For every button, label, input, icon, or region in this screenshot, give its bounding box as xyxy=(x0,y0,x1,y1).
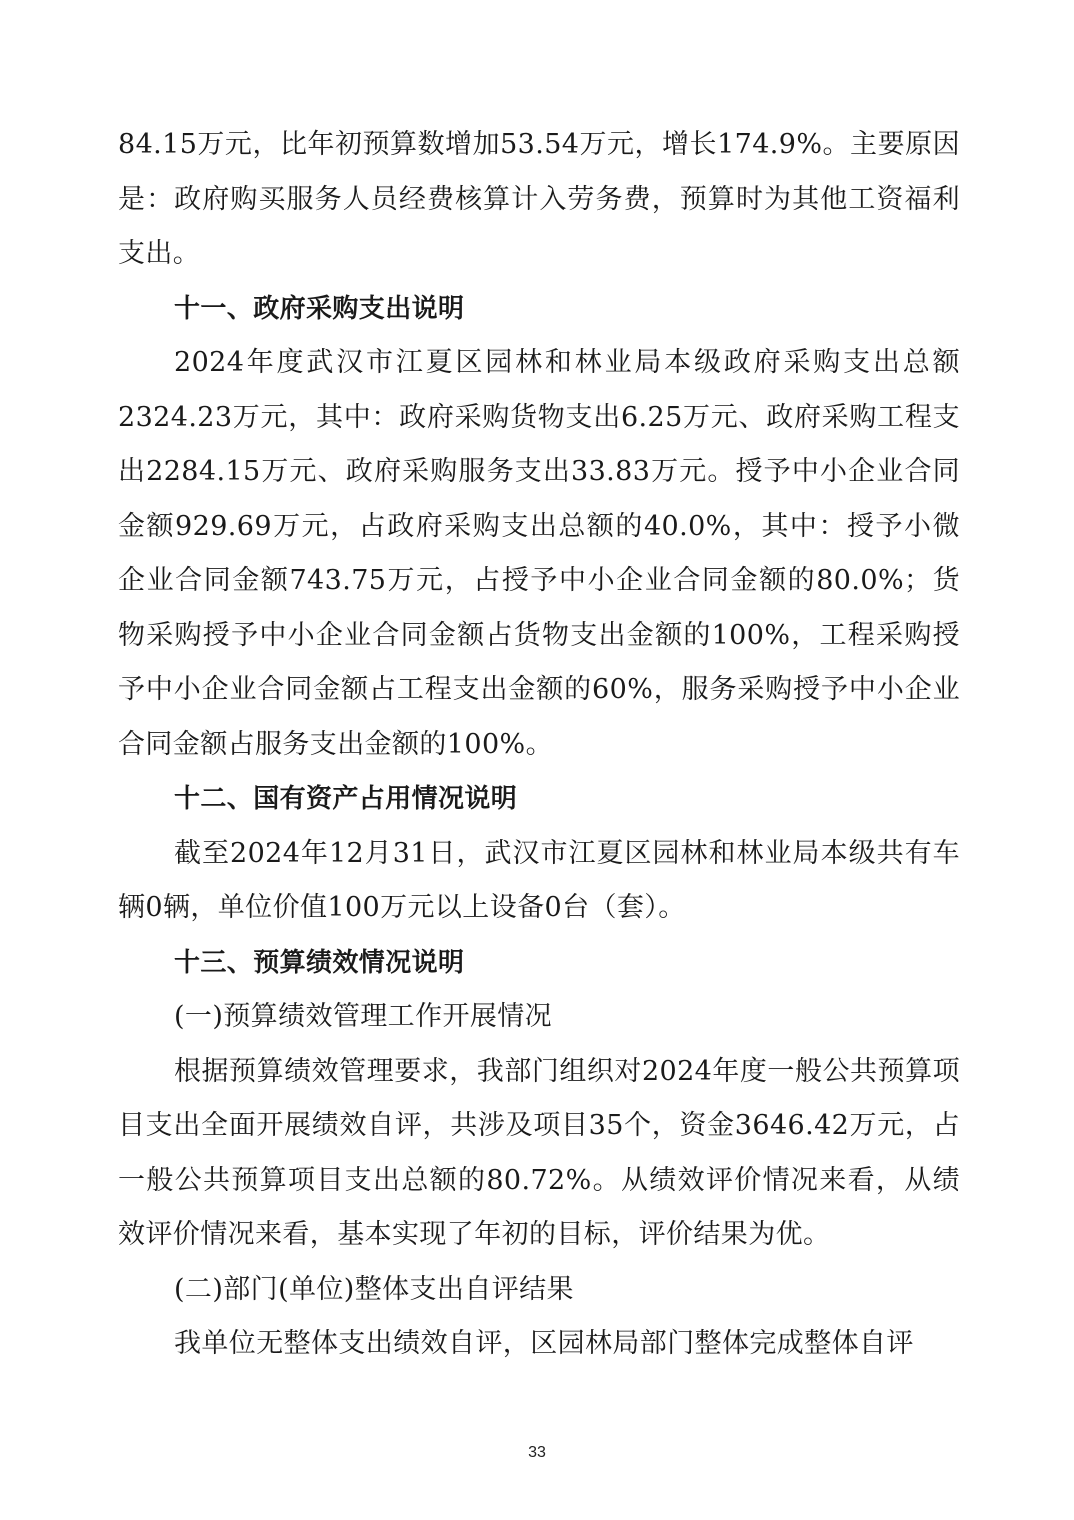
subheading-overall-self-evaluation: (二)部门(单位)整体支出自评结果 xyxy=(174,1273,574,1305)
section-heading-procurement: 十一、政府采购支出说明 xyxy=(174,293,465,324)
subheading-performance-management: (一)预算绩效管理工作开展情况 xyxy=(174,1001,553,1032)
paragraph-state-assets: 截至2024年12月31日，武汉市江夏区园林和林业局本级共有车辆0辆，单位价值100万元以上设备0台（套）。 xyxy=(118,837,960,923)
paragraph-continued: 84.15万元，比年初预算数增加53.54万元，增长174.9%。主要原因是：政府购买服务人员经费核算计入劳务费，预算时为其他工资福利支出。 xyxy=(118,129,960,269)
section-heading-state-assets: 十二、国有资产占用情况说明 xyxy=(174,784,518,814)
body-text xyxy=(118,118,960,1372)
paragraph-performance-management: 根据预算绩效管理要求，我部门组织对2024年度一般公共预算项目支出全面开展绩效自评，共涉及项目35个，资金3646.42万元，占一般公共预算项目支出总额的80.72%。从绩效评价情况来看，从绩效评价情况来看，基本实现了年初的目标，评价结果为优。 xyxy=(118,1055,960,1250)
page-number: 33 xyxy=(528,1444,546,1461)
paragraph-procurement: 2024年度武汉市江夏区园林和林业局本级政府采购支出总额2324.23万元，其中：政府采购货物支出6.25万元、政府采购工程支出2284.15万元、政府采购服务支出33.83万元。授予中小企业合同金额929.69万元，占政府采购支出总额的40.0%，其中：授予小微企业合同金额743.75万元，占授予中小企业合同金额的80.0%；货物采购授予中小企业合同金额占货物支出金额的100%，工程采购授予中小企业合同金额占工程支出金额的60%，服务采购授予中小企业合同金额占服务支出金额的100%。 xyxy=(118,347,960,760)
section-heading-performance: 十三、预算绩效情况说明 xyxy=(174,947,465,978)
paragraph-overall-self-evaluation: 我单位无整体支出绩效自评，区园林局部门整体完成整体自评 xyxy=(174,1328,914,1359)
